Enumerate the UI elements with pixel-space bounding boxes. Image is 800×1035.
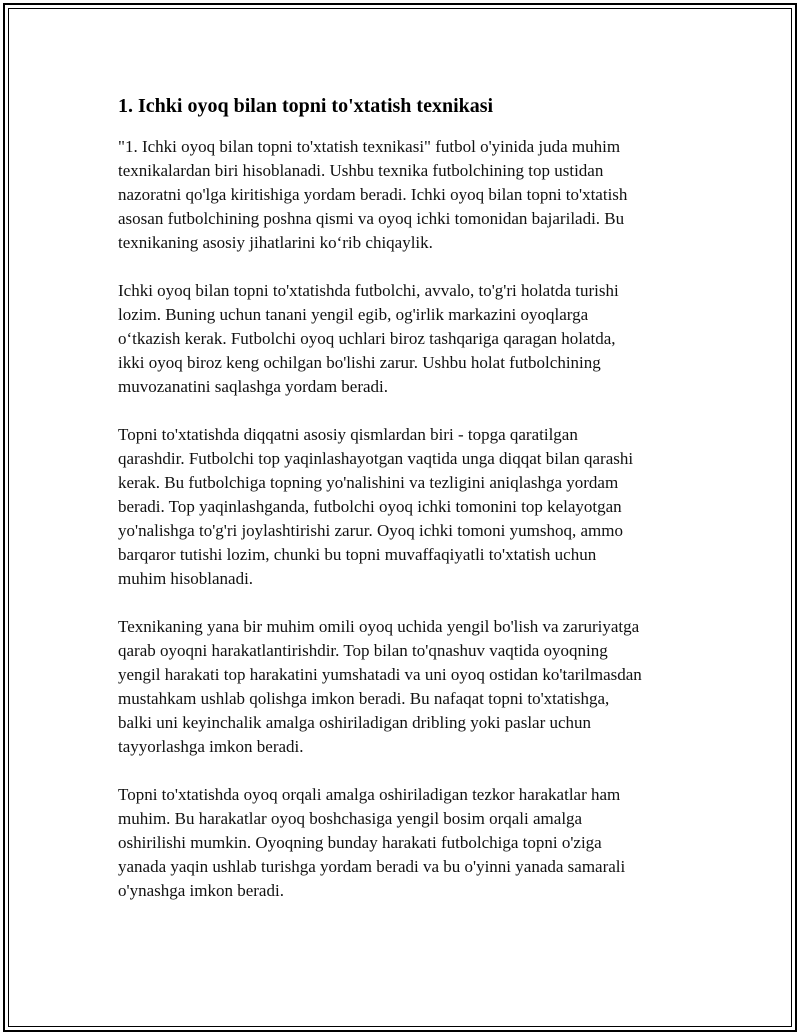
text-line: tayyorlashga imkon beradi. (118, 737, 304, 756)
paragraph-1 (118, 135, 698, 255)
text-line: asosan futbolchining poshna qismi va oyoq ichki tomonidan bajariladi. Bu (118, 209, 625, 228)
text-line: beradi. Top yaqinlashganda, futbolchi oyoq ichki tomonini top kelayotgan (118, 497, 622, 516)
text-line: balki uni keyinchalik amalga oshiriladigan dribling yoki paslar uchun (118, 713, 592, 732)
text-line: o‘tkazish kerak. Futbolchi oyoq uchlari biroz tashqariga qaragan holatda, (118, 329, 616, 348)
text-line: Texnikaning yana bir muhim omili oyoq uchida yengil bo'lish va zaruriyatga (118, 617, 640, 636)
document-title: 1. Ichki oyoq bilan topni to'xtatish texnikasi (118, 95, 494, 117)
text-line: texnikalardan biri hisoblanadi. Ushbu texnika futbolchining top ustidan (118, 161, 604, 180)
text-line: oshirilishi mumkin. Oyoqning bunday harakati futbolchiga topni o'ziga (118, 833, 602, 852)
text-line: ikki oyoq biroz keng ochilgan bo'lishi zarur. Ushbu holat futbolchining (118, 353, 601, 372)
text-line: kerak. Bu futbolchiga topning yo'nalishini va tezligini aniqlashga yordam (118, 473, 619, 492)
text-line: Ichki oyoq bilan topni to'xtatishda futbolchi, avvalo, to'g'ri holatda turishi (118, 281, 619, 300)
text-line: "1. Ichki oyoq bilan topni to'xtatish texnikasi" futbol o'yinida juda muhim (118, 137, 621, 156)
text-line: yengil harakati top harakatini yumshatadi va uni oyoq ostidan ko'tarilmasdan (118, 665, 642, 684)
paragraph-3 (118, 423, 698, 591)
text-line: Topni to'xtatishda oyoq orqali amalga oshiriladigan tezkor harakatlar ham (118, 785, 621, 804)
text-line: o'ynashga imkon beradi. (118, 881, 284, 900)
paragraph-5 (118, 783, 698, 903)
text-line: yo'nalishga to'g'ri joylashtirishi zarur. Oyoq ichki tomoni yumshoq, ammo (118, 521, 623, 540)
text-line: qarashdir. Futbolchi top yaqinlashayotgan vaqtida unga diqqat bilan qarashi (118, 449, 634, 468)
text-line: Topni to'xtatishda diqqatni asosiy qismlardan biri - topga qaratilgan (118, 425, 578, 444)
text-line: muhim. Bu harakatlar oyoq boshchasiga yengil bosim orqali amalga (118, 809, 583, 828)
paragraph-4 (118, 615, 698, 759)
text-line: qarab oyoqni harakatlantirishdir. Top bilan to'qnashuv vaqtida oyoqning (118, 641, 608, 660)
text-line: barqaror tutishi lozim, chunki bu topni muvaffaqiyatli to'xtatish uchun (118, 545, 597, 564)
text-line: lozim. Buning uchun tanani yengil egib, og'irlik markazini oyoqlarga (118, 305, 589, 324)
text-line: muhim hisoblanadi. (118, 569, 254, 588)
paragraph-2 (118, 279, 698, 399)
text-line: muvozanatini saqlashga yordam beradi. (118, 377, 389, 396)
text-line: texnikaning asosiy jihatlarini ko‘rib chiqaylik. (118, 233, 433, 252)
document-body (118, 93, 698, 927)
text-line: mustahkam ushlab qolishga imkon beradi. Bu nafaqat topni to'xtatishga, (118, 689, 610, 708)
text-line: yanada yaqin ushlab turishga yordam beradi va bu o'yinni yanada samarali (118, 857, 626, 876)
text-line: nazoratni qo'lga kiritishiga yordam beradi. Ichki oyoq bilan topni to'xtatish (118, 185, 628, 204)
